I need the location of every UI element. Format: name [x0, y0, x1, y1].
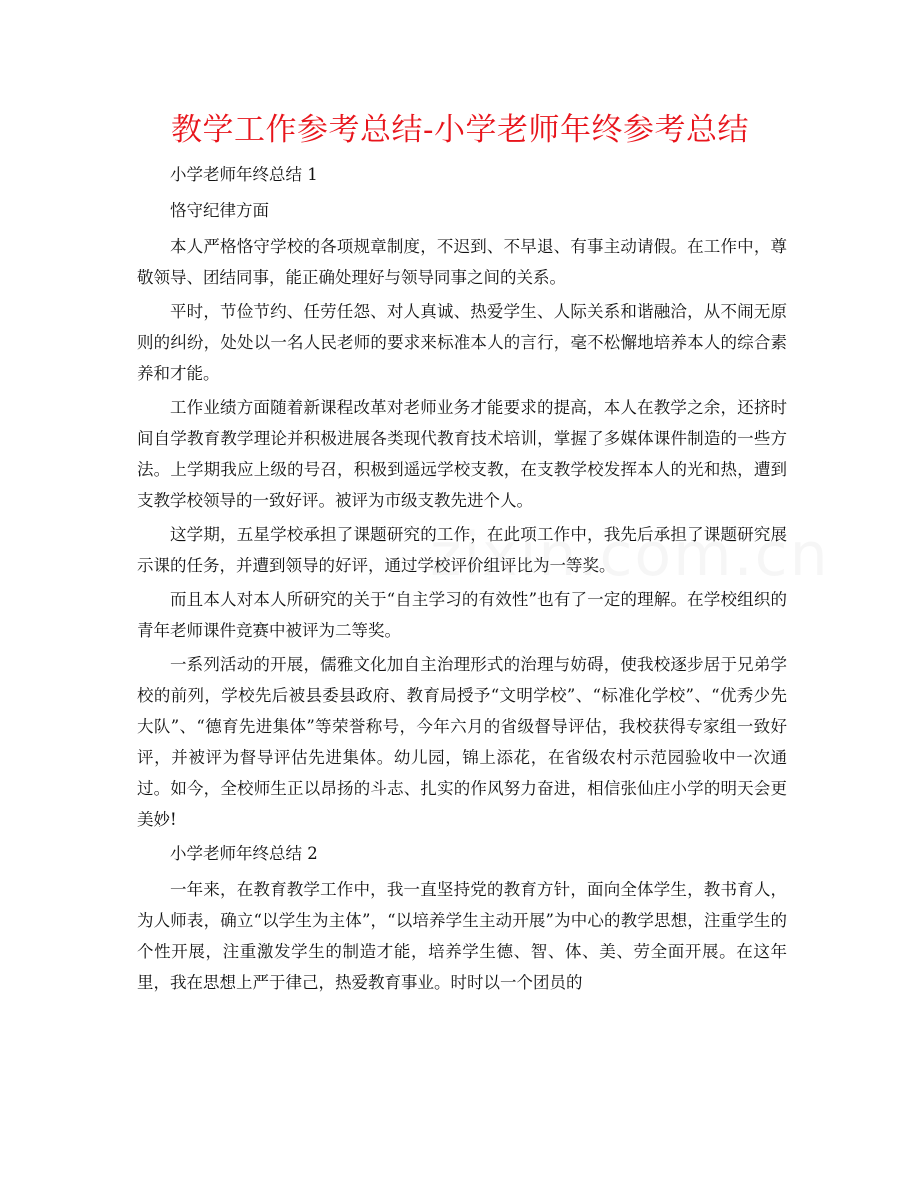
document-body [137, 159, 787, 1001]
subsection-heading-discipline: 恪守纪律方面 [170, 201, 269, 220]
paragraph: 一系列活动的开展，儒雅文化加自主治理形式的治理与妨碍，使我校逐步居于兄弟学校的前列，学校先后被县委县政府、教育局授予“文明学校”、“标准化学校”、“优秀少先大队”、“德育先进集体”等荣誉称号，今年六月的省级督导评估，我校获得专家组一致好评，并被评为督导评估先进集体。幼儿园，锦上添花，在省级农村示范园验收中一次通过。如今，全校师生正以昂扬的斗志、扎实的作风努力奋进，相信张仙庄小学的明天会更美妙! [137, 655, 787, 829]
paragraph: 一年来，在教育教学工作中，我一直坚持党的教育方针，面向全体学生，教书育人，为人师表，确立“以学生为主体”，“以培养学生主动开展”为中心的教学思想，注重学生的个性开展，注重激发学生的制造才能，培养学生德、智、体、美、劳全面开展。在这年里，我在思想上严于律己，热爱教育事业。时时以一个团员的 [137, 880, 787, 992]
section-heading-1: 小学老师年终总结 1 [170, 165, 318, 184]
paragraph: 而且本人对本人所研究的关于“自主学习的有效性”也有了一定的理解。在学校组织的青年老师课件竞赛中被评为二等奖。 [137, 590, 787, 640]
paragraph: 平时，节俭节约、任劳任怨、对人真诚、热爱学生、人际关系和谐融洽，从不闹无原则的纠纷，处处以一名人民老师的要求来标准本人的言行，毫不松懈地培养本人的综合素养和才能。 [137, 302, 787, 383]
paragraph: 本人严格恪守学校的各项规章制度，不迟到、不早退、有事主动请假。在工作中，尊敬领导、团结同事，能正确处理好与领导同事之间的关系。 [137, 237, 787, 287]
paragraph: 工作业绩方面随着新课程改革对老师业务才能要求的提高，本人在教学之余，还挤时间自学教育教学理论并积极进展各类现代教育技术培训，掌握了多媒体课件制造的一些方法。上学期我应上级的号召，积极到遥远学校支教，在支教学校发挥本人的光和热，遭到支教学校领导的一致好评。被评为市级支教先进个人。 [137, 398, 787, 510]
section-heading-2: 小学老师年终总结 2 [170, 844, 318, 863]
document-title: 教学工作参考总结-小学老师年终参考总结 [171, 112, 749, 148]
paragraph: 这学期，五星学校承担了课题研究的工作，在此项工作中，我先后承担了课题研究展示课的任务，并遭到领导的好评，通过学校评价组评比为一等奖。 [137, 525, 787, 575]
